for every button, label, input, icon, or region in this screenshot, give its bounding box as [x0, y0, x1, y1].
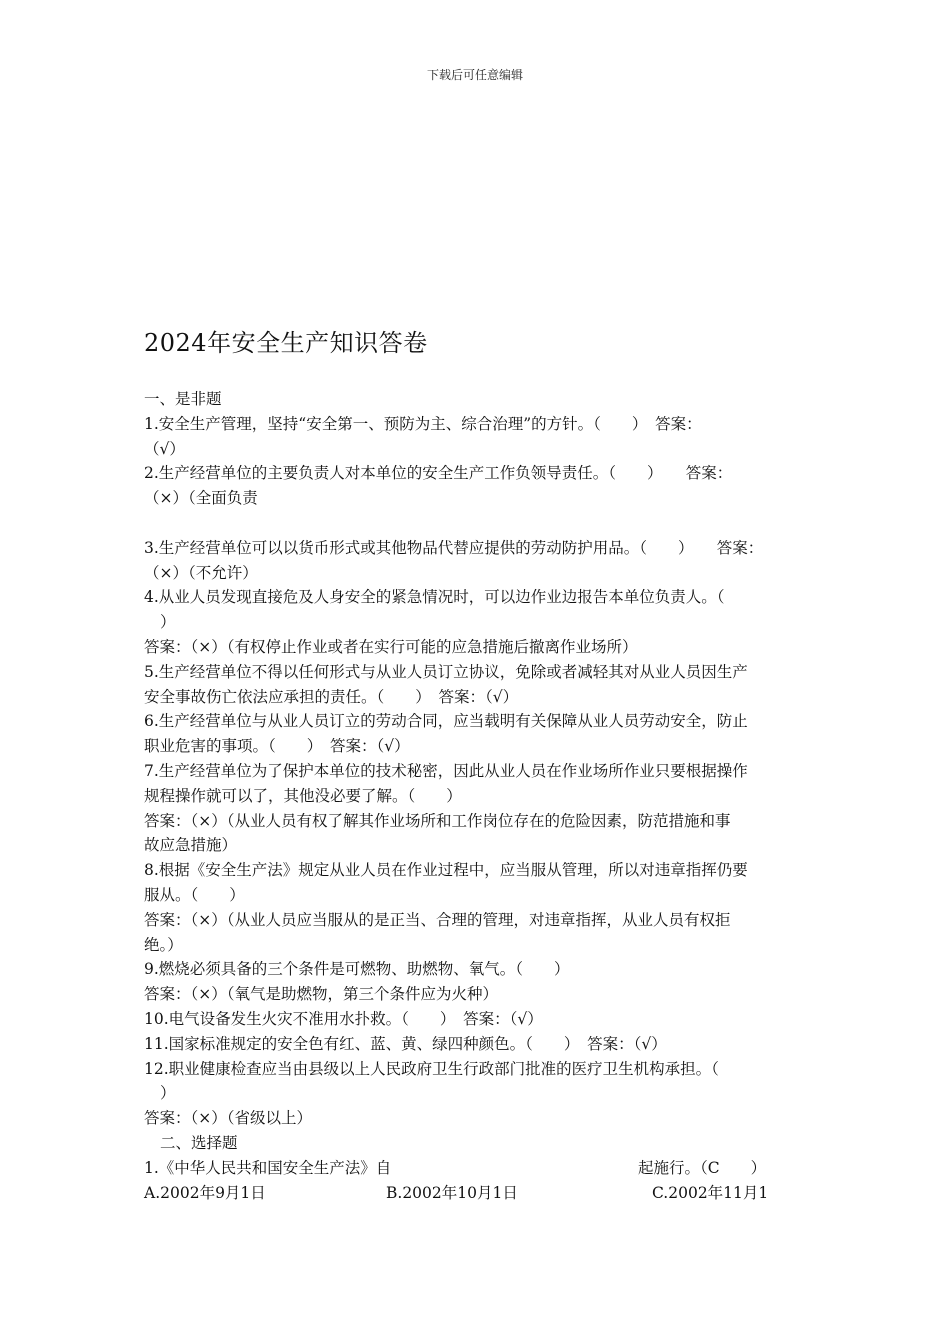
question-row: [144, 1156, 812, 1181]
header-note: 下载后可任意编辑: [426, 68, 523, 82]
text-line: 1.安全生产管理，坚持“安全第一、预防为主、综合治理”的方针。（ ） 答案：: [144, 414, 702, 433]
option-a: A.2002年9月1日: [144, 1183, 266, 1202]
text-line: （×）（不允许）: [144, 563, 258, 582]
text-line: 绝。）: [144, 935, 183, 954]
text-line: 3.生产经营单位可以以货币形式或其他物品代替应提供的劳动防护用品。（ ） 答案：: [144, 538, 764, 557]
document-body: [144, 387, 812, 1205]
text-line: 2.生产经营单位的主要负责人对本单位的安全生产工作负领导责任。（ ） 答案：: [144, 464, 733, 483]
text-line: 12.职业健康检查应当由县级以上人民政府卫生行政部门批准的医疗卫生机构承担。（: [144, 1059, 719, 1078]
text-line: 答案：（×）（省级以上）: [144, 1109, 312, 1128]
text-line: 5.生产经营单位不得以任何形式与从业人员订立协议，免除或者减轻其对从业人员因生产: [144, 662, 748, 681]
text-line: 答案：（×）（从业人员应当服从的是正当、合理的管理，对违章指挥，从业人员有权拒: [144, 910, 731, 929]
section-heading: 一、是非题: [144, 390, 222, 408]
option-c: C.2002年11月1: [652, 1183, 769, 1202]
section-heading: 二、选择题: [160, 1133, 238, 1152]
text-line: 安全事故伤亡依法应承担的责任。（ ） 答案：（√）: [144, 687, 519, 706]
text-line: 6.生产经营单位与从业人员订立的劳动合同，应当载明有关保障从业人员劳动安全，防止: [144, 712, 748, 731]
text-line: ）: [160, 613, 176, 632]
text-line: （×）（全面负责: [144, 489, 258, 508]
text-line: 职业危害的事项。（ ） 答案：（√）: [144, 737, 410, 756]
question-answer: 起施行。（C ）: [638, 1158, 767, 1177]
text-line: 故应急措施）: [144, 836, 238, 855]
question-text: 1.《中华人民共和国安全生产法》自: [144, 1158, 392, 1177]
text-line: 答案：（×）（有权停止作业或者在实行可能的应急措施后撤离作业场所）: [144, 637, 638, 656]
text-line: 10.电气设备发生火灾不准用水扑救。（ ） 答案：（√）: [144, 1009, 543, 1028]
text-line: 答案：（×）（从业人员有权了解其作业场所和工作岗位存在的危险因素，防范措施和事: [144, 811, 731, 830]
options-row: [144, 1181, 812, 1206]
blank-line: [144, 511, 812, 536]
option-b: B.2002年10月1日: [386, 1183, 518, 1202]
text-line: 9.燃烧必须具备的三个条件是可燃物、助燃物、氧气。（ ）: [144, 960, 570, 979]
text-line: 8.根据《安全生产法》规定从业人员在作业过程中，应当服从管理，所以对违章指挥仍要: [144, 861, 748, 880]
document-title: 2024年安全生产知识答卷: [144, 329, 428, 357]
text-line: 规程操作就可以了，其他没必要了解。（ ）: [144, 786, 462, 805]
text-line: （√）: [144, 439, 185, 458]
text-line: 4.从业人员发现直接危及人身安全的紧急情况时，可以边作业边报告本单位负责人。（: [144, 588, 725, 607]
text-line: 答案：（×）（氧气是助燃物，第三个条件应为火种）: [144, 985, 498, 1004]
text-line: 7.生产经营单位为了保护本单位的技术秘密，因此从业人员在作业场所作业只要根据操作: [144, 761, 748, 780]
text-line: 服从。（ ）: [144, 885, 245, 904]
text-line: 11.国家标准规定的安全色有红、蓝、黄、绿四种颜色。（ ） 答案：（√）: [144, 1034, 667, 1053]
text-line: ）: [160, 1084, 176, 1103]
